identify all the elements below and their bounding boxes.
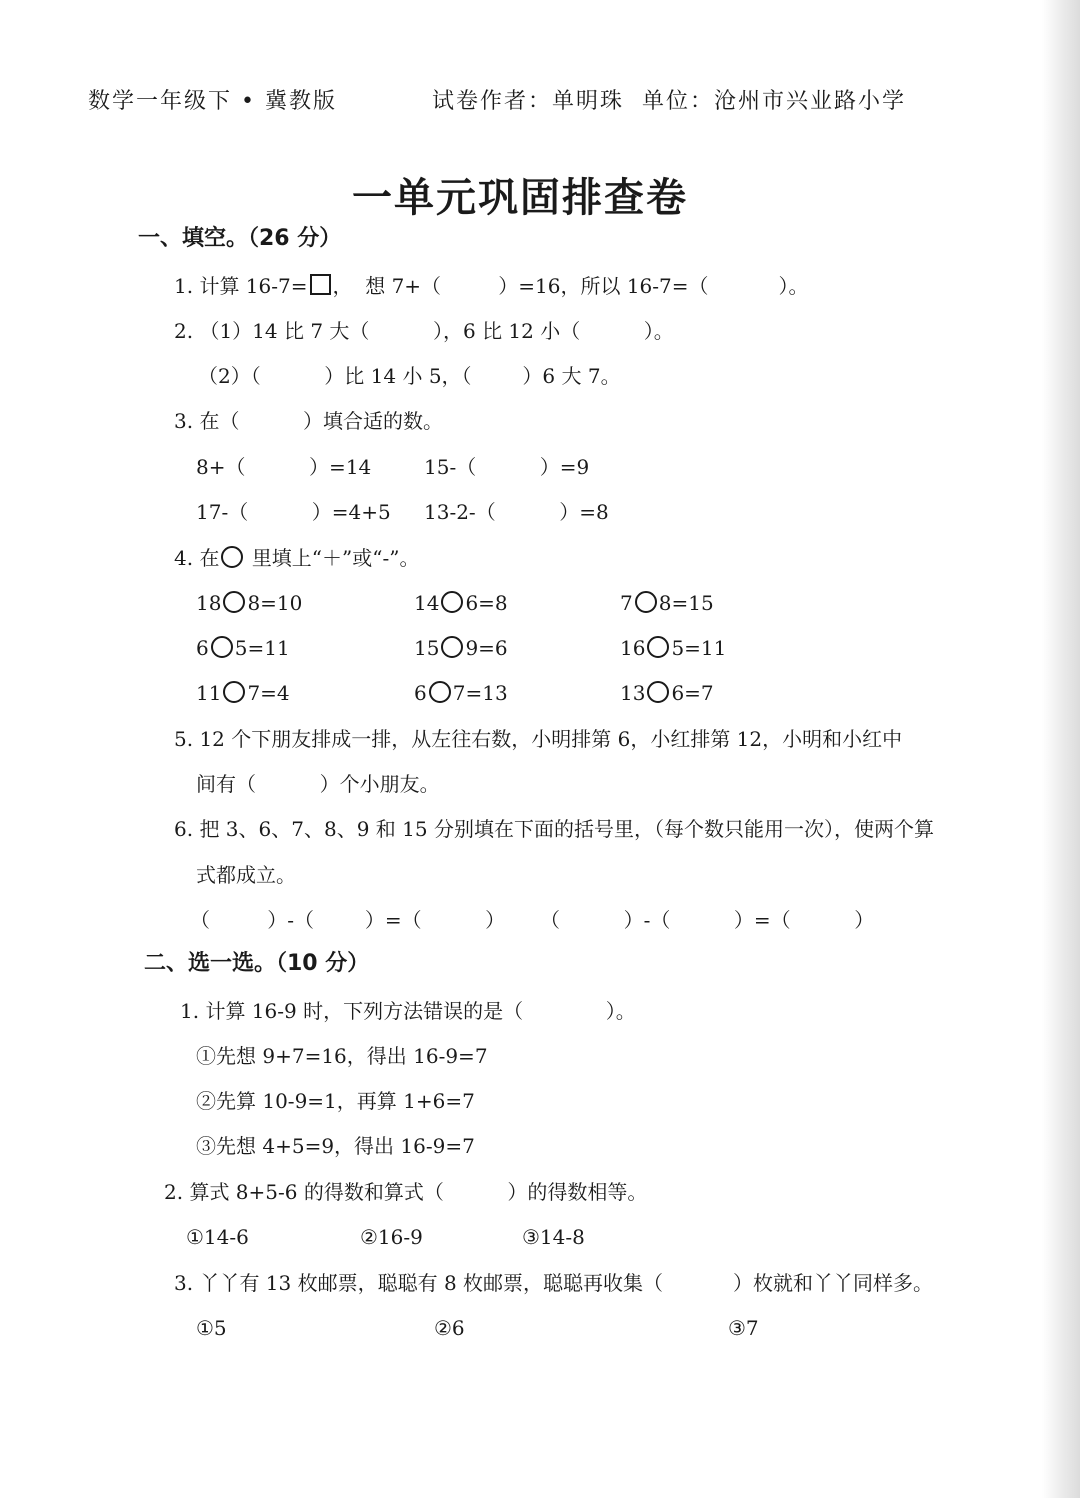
q1-6-equation-2: （ ）-（ ）=（ ） bbox=[540, 908, 875, 932]
circle-blank-icon bbox=[635, 591, 657, 613]
q1-5-line2: 间有（ ）个小朋友。 bbox=[196, 772, 440, 796]
q2-1-option-3: ③先想 4+5=9，得出 16-9=7 bbox=[196, 1134, 475, 1158]
circle-blank-icon bbox=[647, 636, 669, 658]
q1-2-line2: （2）（ ）比 14 小 5，（ ）6 大 7。 bbox=[198, 364, 621, 388]
section2-heading: 二、选一选。（10 分） bbox=[144, 951, 370, 976]
answer-box-icon bbox=[310, 274, 331, 295]
header-author: 试卷作者：单明珠 单位：沧州市兴业路小学 bbox=[432, 89, 906, 114]
q4-item: 18 8=10 bbox=[196, 591, 303, 615]
q1-3-line: 3. 在（ ）填合适的数。 bbox=[174, 409, 444, 433]
q1-2-line1: 2. （1）14 比 7 大（ ），6 比 12 小（ ）。 bbox=[174, 319, 674, 343]
circle-blank-icon bbox=[429, 681, 451, 703]
q1-1-text-b: ， 想 7+（ ）=16，所以 16-7=（ ）。 bbox=[332, 274, 809, 298]
q2-1-line: 1. 计算 16-9 时，下列方法错误的是（ ）。 bbox=[180, 999, 636, 1023]
circle-blank-icon bbox=[441, 636, 463, 658]
circle-blank-icon bbox=[441, 591, 463, 613]
q4-item: 15 9=6 bbox=[414, 636, 508, 660]
circle-blank-icon bbox=[221, 546, 243, 568]
section1-heading: 一、填空。（26 分） bbox=[138, 226, 342, 251]
q4-item: 6 7=13 bbox=[414, 681, 508, 705]
page-edge-shadow bbox=[1042, 0, 1080, 1498]
q2-2-option-3: ③14-8 bbox=[522, 1225, 585, 1249]
q2-3-line: 3. 丫丫有 13 枚邮票，聪聪有 8 枚邮票，聪聪再收集（ ）枚就和丫丫同样多。 bbox=[174, 1271, 933, 1295]
q4-item: 14 6=8 bbox=[414, 591, 508, 615]
q1-1-text-a: 1. 计算 16-7= bbox=[174, 274, 308, 298]
circle-blank-icon bbox=[647, 681, 669, 703]
q2-1-option-2: ②先算 10-9=1，再算 1+6=7 bbox=[196, 1089, 475, 1113]
q1-6-equation-1: （ ）-（ ）=（ ） bbox=[190, 908, 506, 932]
q2-3-option-2: ②6 bbox=[434, 1316, 465, 1340]
q1-4-line bbox=[174, 545, 419, 571]
q1-3-r1c1: 8+（ ）=14 bbox=[196, 455, 372, 479]
q1-1-line bbox=[174, 273, 808, 299]
q1-4-text-b: 里填上“＋”或“-”。 bbox=[251, 546, 420, 570]
q1-6-line1: 6. 把 3、6、7、8、9 和 15 分别填在下面的括号里，（每个数只能用一次），使两个算 bbox=[174, 817, 934, 841]
page-title: 一单元巩固排查卷 bbox=[352, 175, 688, 221]
q2-1-option-1: ①先想 9+7=16，得出 16-9=7 bbox=[196, 1044, 488, 1068]
header-subject: 数学一年级下 • 冀教版 bbox=[88, 89, 337, 114]
circle-blank-icon bbox=[223, 681, 245, 703]
q4-item: 11 7=4 bbox=[196, 681, 290, 705]
q1-3-r2c1: 17-（ ）=4+5 bbox=[196, 500, 391, 524]
q1-6-line2: 式都成立。 bbox=[196, 863, 296, 887]
q1-3-r1c2: 15-（ ）=9 bbox=[424, 455, 590, 479]
q1-3-r2c2: 13-2-（ ）=8 bbox=[424, 500, 609, 524]
q2-2-option-2: ②16-9 bbox=[360, 1225, 423, 1249]
q4-item: 16 5=11 bbox=[620, 636, 727, 660]
q2-3-option-1: ①5 bbox=[196, 1316, 227, 1340]
q2-3-option-3: ③7 bbox=[728, 1316, 759, 1340]
q1-4-text-a: 4. 在 bbox=[174, 546, 220, 570]
q4-item: 13 6=7 bbox=[620, 681, 714, 705]
q4-item: 7 8=15 bbox=[620, 591, 714, 615]
q2-2-line: 2. 算式 8+5-6 的得数和算式（ ）的得数相等。 bbox=[164, 1180, 648, 1204]
circle-blank-icon bbox=[223, 591, 245, 613]
q1-5-line1: 5. 12 个下朋友排成一排，从左往右数，小明排第 6，小红排第 12，小明和小红中 bbox=[174, 727, 903, 751]
q2-2-option-1: ①14-6 bbox=[186, 1225, 249, 1249]
circle-blank-icon bbox=[211, 636, 233, 658]
q4-item: 6 5=11 bbox=[196, 636, 290, 660]
